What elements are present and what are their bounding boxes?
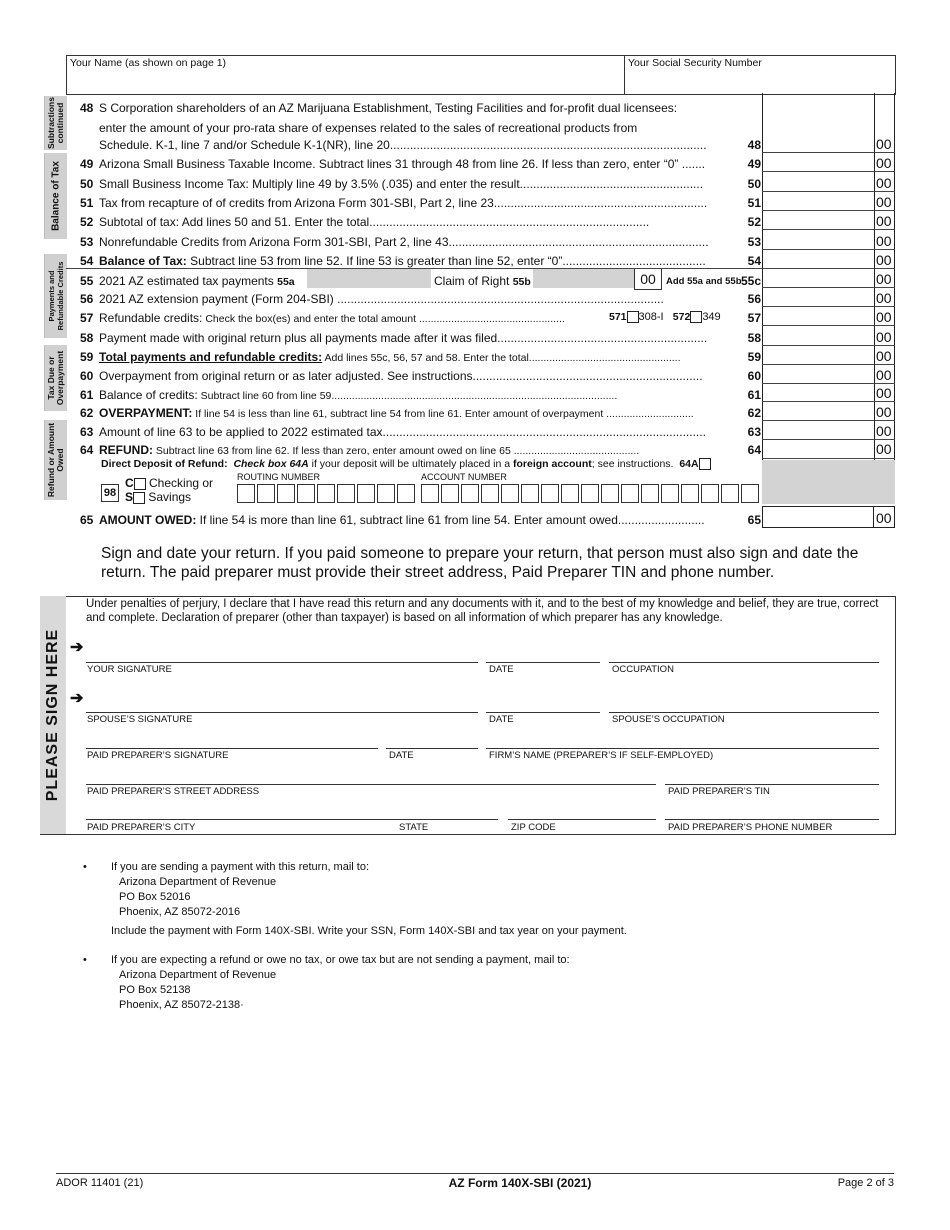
ref-55c: 55c	[740, 274, 761, 288]
footer-right: Page 2 of 3	[837, 1177, 894, 1189]
ref-60: 60	[747, 369, 761, 383]
checkbox-64a[interactable]	[699, 458, 711, 470]
cents-right-border	[894, 93, 895, 460]
cents-59: 00	[876, 348, 892, 364]
cents-58: 00	[876, 329, 892, 345]
account-label: ACCOUNT NUMBER	[421, 472, 507, 482]
ref-50: 50	[747, 177, 761, 191]
arrow-icon: ➔	[70, 690, 84, 707]
mail-payment-intro: If you are sending a payment with this return, mail to:	[111, 861, 370, 873]
line-48-text2: enter the amount of your pro-rata share of expenses related to the sales of recreational products from	[99, 121, 638, 135]
checkbox-308i[interactable]	[627, 311, 639, 323]
footer-center: AZ Form 140X-SBI (2021)	[448, 1176, 592, 1190]
line-64: 64 REFUND: Subtract line 63 from line 62. If less than zero, enter amount owed on line 65 ...........................................	[80, 443, 640, 457]
mail-refund-l2: PO Box 52138	[119, 984, 191, 996]
city-label: PAID PREPARER’S CITY	[87, 822, 196, 833]
your-signature-label: YOUR SIGNATURE	[87, 664, 172, 675]
line-62: 62 OVERPAYMENT: If line 54 is less than line 61, subtract line 54 from line 61. Enter amount of overpayment ..............................	[80, 406, 694, 420]
ref-61: 61	[747, 388, 761, 402]
line-57-boxes: 571 308-I 572 349	[609, 311, 721, 323]
cents-56: 00	[876, 290, 892, 306]
street-label: PAID PREPARER’S STREET ADDRESS	[87, 786, 260, 797]
ref-52: 52	[747, 215, 761, 229]
occupation-field[interactable]	[609, 640, 879, 660]
ssn-label: Your Social Security Number	[628, 57, 762, 69]
mail-payment-note: Include the payment with Form 140X-SBI. Write your SSN, Form 140X-SBI and tax year on your payment.	[111, 925, 627, 937]
mail-payment-l2: PO Box 52016	[119, 891, 191, 903]
code-98: 98	[101, 484, 119, 502]
mail-refund-intro: If you are expecting a refund or owe no tax, or owe tax but are not sending a payment, mail to:	[111, 954, 570, 966]
ref-57: 57	[747, 311, 761, 325]
amount-column	[762, 93, 875, 460]
tab-payments: Payments and Refundable Credits	[44, 254, 67, 338]
arrow-icon: ➔	[70, 639, 84, 656]
ssn-field[interactable]	[628, 72, 890, 92]
line-61: 61 Balance of credits: Subtract line 60 from line 59..................................................................................................	[80, 388, 618, 402]
zip-label: ZIP CODE	[511, 822, 556, 833]
preparer-signature-label: PAID PREPARER’S SIGNATURE	[87, 750, 229, 761]
ref-54: 54	[747, 254, 761, 268]
cents-65: 00	[876, 510, 892, 526]
footer-rule	[56, 1173, 894, 1174]
spouse-signature-label: SPOUSE’S SIGNATURE	[87, 714, 193, 725]
sign-intro: Sign and date your return. If you paid someone to prepare your return, that person must also sign and date the return. The paid preparer must provide their street address, Paid Preparer TIN and phone number.	[101, 545, 859, 581]
your-signature-field[interactable]	[86, 640, 478, 660]
tin-label: PAID PREPARER’S TIN	[668, 786, 770, 797]
line-59: 59 Total payments and refundable credits: Add lines 55c, 56, 57 and 58. Enter the total....................................................	[80, 350, 681, 364]
cents-54: 00	[876, 252, 892, 268]
cents-61: 00	[876, 385, 892, 401]
checkbox-checking[interactable]	[134, 478, 146, 490]
ref-51: 51	[747, 196, 761, 210]
line-56: 56 2021 AZ extension payment (Form 204-SBI) ..................................................................................................	[80, 292, 664, 306]
line-54: 54 Balance of Tax: Subtract line 53 from line 52. If line 53 is greater than line 52, enter “0”...........................................	[80, 254, 706, 268]
line-48-text1: 48 S Corporation shareholders of an AZ Marijuana Establishment, Testing Facilities and for-profit dual licensees:	[80, 101, 678, 115]
ref-64: 64	[747, 443, 761, 457]
ref-49: 49	[747, 157, 761, 171]
tab-refund: Refund or Amount Owed	[44, 420, 67, 500]
cents-48: 00	[876, 136, 892, 152]
spouse-occupation-label: SPOUSE’S OCCUPATION	[612, 714, 725, 725]
line-55b-cents: 00	[634, 268, 662, 290]
cents-51: 00	[876, 194, 892, 210]
line-49: 49 Arizona Small Business Taxable Income. Subtract lines 31 through 48 from line 26. If less than zero, enter “0” .......	[80, 157, 706, 171]
direct-deposit-text: Direct Deposit of Refund: Check box 64A if your deposit will be ultimately placed in a foreign account; see instructions. 64A	[101, 458, 711, 470]
cents-63: 00	[876, 423, 892, 439]
sign-tab: PLEASE SIGN HERE	[40, 596, 66, 834]
line-65-field[interactable]	[762, 506, 874, 528]
firm-name-label: FIRM’S NAME (PREPARER’S IF SELF-EMPLOYED)	[489, 750, 714, 761]
phone-label: PAID PREPARER’S PHONE NUMBER	[668, 822, 833, 833]
ref-56: 56	[747, 292, 761, 306]
line-55-add: Add 55a and 55b	[666, 276, 742, 287]
ref-48: 48	[747, 138, 761, 152]
tab-tax-due: Tax Due or Overpayment	[44, 345, 67, 411]
cents-52: 00	[876, 213, 892, 229]
name-field[interactable]	[70, 72, 620, 92]
line-52: 52 Subtotal of tax: Add lines 50 and 51. Enter the total....................................................................................	[80, 215, 650, 229]
mail-payment-l1: Arizona Department of Revenue	[119, 876, 277, 888]
checkbox-349[interactable]	[690, 311, 702, 323]
ref-53: 53	[747, 235, 761, 249]
spouse-signature-field[interactable]	[86, 690, 478, 710]
state-label: STATE	[399, 822, 429, 833]
date-field[interactable]	[486, 640, 600, 660]
ref-65: 65	[747, 513, 761, 527]
cents-64: 00	[876, 441, 892, 457]
line-55b-field[interactable]	[533, 269, 635, 288]
routing-number-field[interactable]	[237, 484, 417, 508]
line-50: 50 Small Business Income Tax: Multiply line 49 by 3.5% (.035) and enter the result.......................................................	[80, 177, 704, 191]
line-55a-field[interactable]	[307, 269, 431, 288]
routing-label: ROUTING NUMBER	[237, 472, 320, 482]
mail-refund-l3: Phoenix, AZ 85072-2138·	[119, 999, 244, 1011]
account-type: C Checking or S Savings	[125, 476, 214, 504]
line-55-text: 55 2021 AZ estimated tax payments 55a	[80, 274, 295, 288]
footer-left: ADOR 11401 (21)	[56, 1177, 144, 1189]
line-48-text3: Schedule. K-1, line 7 and/or Schedule K-1(NR), line 20...............................................................................................	[99, 138, 707, 152]
cents-50: 00	[876, 175, 892, 191]
occupation-label: OCCUPATION	[612, 664, 674, 675]
bullet-2: •	[83, 954, 87, 966]
checkbox-savings[interactable]	[133, 492, 145, 504]
spouse-date-label: DATE	[489, 714, 514, 725]
tab-subtractions: Subtractions continued	[46, 97, 65, 149]
line-53: 53 Nonrefundable Credits from Arizona Form 301-SBI, Part 2, line 43..............................................................................	[80, 235, 709, 249]
line-55-claim: Claim of Right 55b	[434, 274, 531, 288]
cents-57: 00	[876, 309, 892, 325]
cents-62: 00	[876, 404, 892, 420]
ref-59: 59	[747, 350, 761, 364]
cents-55c: 00	[876, 271, 892, 287]
ref-63: 63	[747, 425, 761, 439]
cents-60: 00	[876, 367, 892, 383]
account-number-field[interactable]	[421, 484, 761, 508]
line-60: 60 Overpayment from original return or as later adjusted. See instructions.....................................................................	[80, 369, 703, 383]
date-label: DATE	[489, 664, 514, 675]
line-65: 65 AMOUNT OWED: If line 54 is more than line 61, subtract line 61 from line 54. Enter amount owed..........................	[80, 513, 705, 527]
cents-49: 00	[876, 155, 892, 171]
line-58: 58 Payment made with original return plus all payments made after it was filed...............................................................	[80, 331, 708, 345]
ref-58: 58	[747, 331, 761, 345]
preparer-date-label: DATE	[389, 750, 414, 761]
perjury-statement: Under penalties of perjury, I declare that I have read this return and any documents with it, and to the best of my knowledge and belief, they are true, correct and complete. Declaration of preparer (other than taxpayer) is based on all information of which preparer has any knowledge.	[86, 598, 879, 624]
mail-payment-l3: Phoenix, AZ 85072-2016	[119, 906, 241, 918]
mail-refund-l1: Arizona Department of Revenue	[119, 969, 277, 981]
bullet-1: •	[83, 861, 87, 873]
line-51: 51 Tax from recapture of of credits from Arizona Form 301-SBI, Part 2, line 23................................................................	[80, 196, 708, 210]
ref-62: 62	[747, 406, 761, 420]
line-57-text: 57 Refundable credits: Check the box(es) and enter the total amount ..................................................	[80, 311, 565, 325]
line-63: 63 Amount of line 63 to be applied to 2022 estimated tax.................................................................................................	[80, 425, 706, 439]
name-label: Your Name (as shown on page 1)	[70, 57, 227, 69]
tab-balance: Balance of Tax	[44, 153, 67, 239]
cents-53: 00	[876, 233, 892, 249]
header-divider	[624, 55, 625, 94]
gray-fill	[762, 460, 895, 504]
